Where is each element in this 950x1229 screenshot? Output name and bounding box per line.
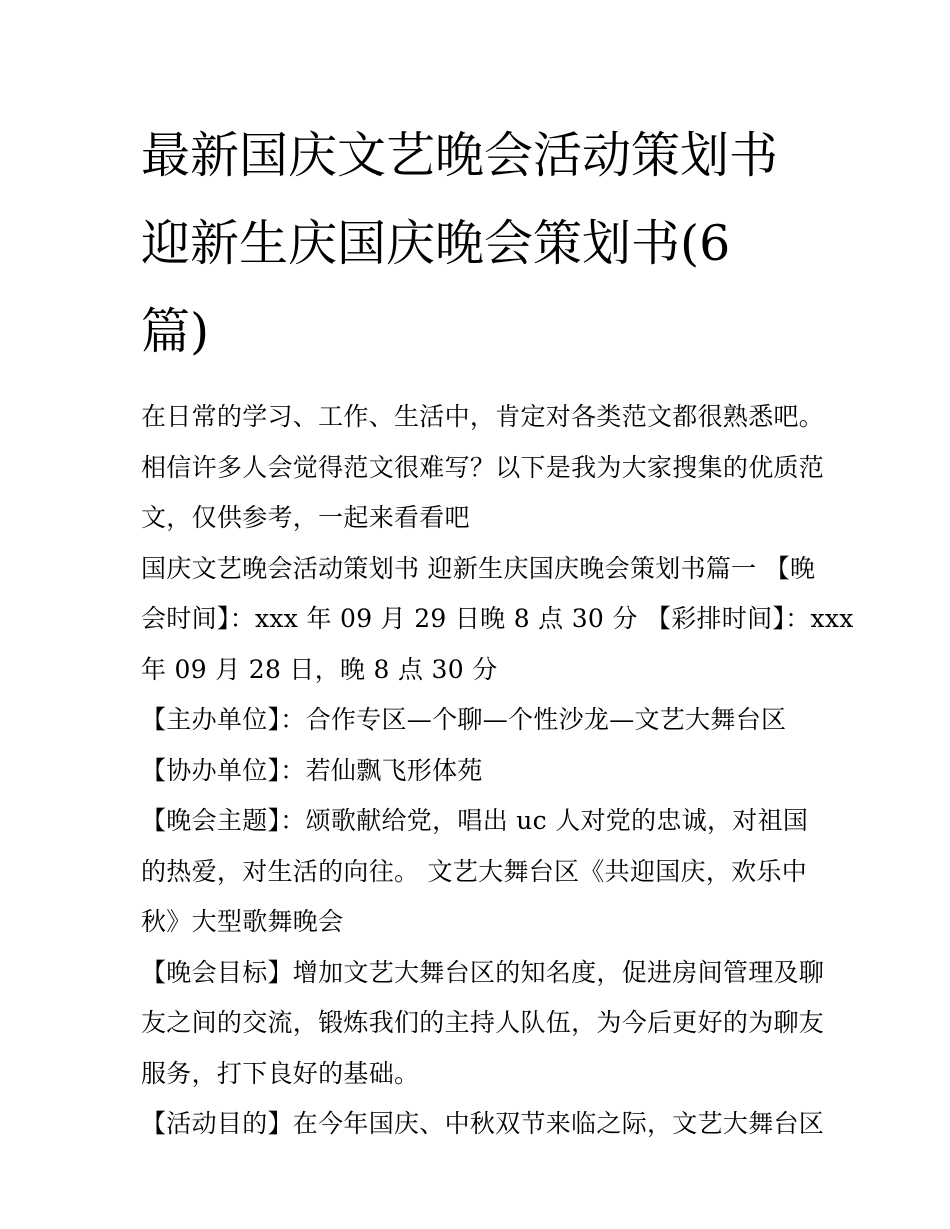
text-line: 【晚会目标】增加文艺大舞台区的知名度，促进房间管理及聊 <box>141 957 825 987</box>
text-line: 【主办单位】：合作专区—个聊—个性沙龙—文艺大舞台区 <box>141 705 787 734</box>
theme-paragraph <box>141 796 821 948</box>
document-page <box>141 112 854 1150</box>
text-line: 秋》大型歌舞晚会 <box>141 907 344 936</box>
intro-paragraph <box>141 392 825 544</box>
text-line: 【协办单位】：若仙飘飞形体苑 <box>141 755 483 785</box>
text-line: 年 09 月 28 日，晚 8 点 30 分 <box>141 654 498 684</box>
purpose-paragraph <box>141 1099 825 1150</box>
title-line: 篇) <box>141 303 210 360</box>
text-line: 的热爱，对生活的向往。 文艺大舞台区《共迎国庆，欢乐中 <box>141 856 808 886</box>
text-line: 【活动目的】在今年国庆、中秋双节来临之际，文艺大舞台区 <box>141 1109 825 1138</box>
co-organizer-paragraph <box>141 746 821 797</box>
document-title <box>141 112 801 376</box>
text-line: 相信许多人会觉得范文很难写？以下是我为大家搜集的优质范 <box>141 452 825 482</box>
time-paragraph <box>141 544 854 696</box>
text-line: 国庆文艺晚会活动策划书 迎新生庆国庆晚会策划书篇一 【晚 <box>141 553 816 583</box>
text-line: 在日常的学习、工作、生活中，肯定对各类范文都很熟悉吧。 <box>141 402 825 431</box>
text-line: 友之间的交流，锻炼我们的主持人队伍，为今后更好的为聊友 <box>141 1008 825 1037</box>
goal-paragraph <box>141 948 825 1100</box>
text-line: 服务，打下良好的基础。 <box>141 1058 420 1088</box>
text-line: 会时间】：xxx 年 09 月 29 日晚 8 点 30 分 【彩排时间】：xxx <box>141 604 854 633</box>
title-line: 迎新生庆国庆晚会策划书(6 <box>141 215 731 272</box>
organizer-paragraph <box>141 695 821 746</box>
text-line: 【晚会主题】：颂歌献给党，唱出 uc 人对党的忠诚，对祖国 <box>141 806 809 835</box>
title-line: 最新国庆文艺晚会活动策划书 <box>141 127 779 184</box>
text-line: 文，仅供参考，一起来看看吧 <box>141 503 470 532</box>
